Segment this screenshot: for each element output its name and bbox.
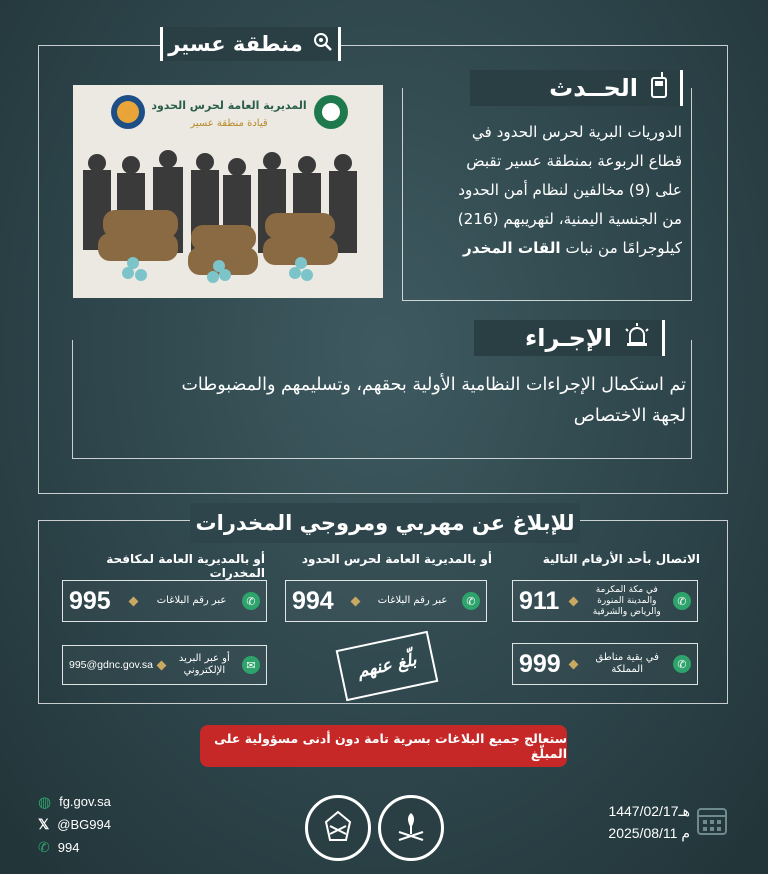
website-row[interactable] <box>38 790 198 813</box>
phone-icon: ✆ <box>242 592 260 610</box>
email-box[interactable] <box>62 645 267 685</box>
diamond-icon <box>568 596 578 606</box>
notice-text: ستعالج جميع البلاغات بسرية تامة دون أدنى مسؤولية على المبلّغ <box>214 731 567 761</box>
photo-banner-subtitle: قيادة منطقة عسير <box>190 118 268 129</box>
col-right-heading: الاتصال بأحد الأرقام التالية <box>542 552 700 566</box>
hijri-date: 1447/02/17هـ <box>608 803 690 819</box>
event-line: كيلوجرامًا من نبات <box>565 239 682 257</box>
border-guard-seal <box>305 795 371 861</box>
gregorian-date: 2025/08/11 م <box>608 825 690 841</box>
phone-994-number: 994 <box>292 586 334 615</box>
event-line-last <box>410 234 682 263</box>
event-bold-text: القات المخدر <box>462 239 561 257</box>
report-stamp-text: بلّغ عنهم <box>355 650 419 682</box>
date-block <box>565 800 690 844</box>
region-title-text: منطقة عسير <box>168 32 303 56</box>
phone-994-desc: عبر رقم البلاغات <box>377 595 448 606</box>
action-line: لجهة الاختصاص <box>573 406 686 426</box>
phone-995-desc: عبر رقم البلاغات <box>156 595 227 606</box>
phone-text[interactable]: 994 <box>57 840 80 855</box>
report-title-text: للإبلاغ عن مهربي ومروجي المخدرات <box>195 511 575 535</box>
region-title <box>160 27 341 61</box>
phone-995-number: 995 <box>69 586 111 615</box>
event-line: قطاع الربوعة بمنطقة عسير تقبض <box>466 152 682 170</box>
action-title: الإجـراء <box>524 324 612 352</box>
phone-icon: ✆ <box>38 839 50 855</box>
phone-icon: ✆ <box>462 592 480 610</box>
action-body <box>80 370 686 432</box>
event-line: من الجنسية اليمنية، لتهريبهم (216) <box>457 210 682 228</box>
diamond-icon <box>156 660 166 670</box>
phone-911-number: 911 <box>519 586 560 615</box>
x-icon: 𝕏 <box>38 816 50 832</box>
event-title: الحــدث <box>549 74 638 102</box>
phone-row[interactable] <box>38 836 198 859</box>
col-mid-heading: أو بالمديرية العامة لحرس الحدود <box>301 552 492 566</box>
footer-contacts <box>38 790 198 859</box>
report-title <box>190 503 580 543</box>
saudi-emblem-seal <box>378 795 444 861</box>
event-line: الدوريات البرية لحرس الحدود في <box>471 123 682 141</box>
phone-999-number: 999 <box>519 649 561 678</box>
phone-icon: ✆ <box>673 592 691 610</box>
search-location-icon <box>313 32 333 57</box>
diamond-icon <box>569 659 579 669</box>
phone-995-box[interactable] <box>62 580 267 622</box>
col-left-heading: أو بالمديرية العامة لمكافحة المخدرات <box>106 552 265 580</box>
globe-icon: ◍ <box>38 793 52 811</box>
email-desc: أو عبر البريد الإلكتروني <box>178 653 230 676</box>
twitter-text[interactable]: @BG994 <box>57 817 111 832</box>
diamond-icon <box>129 596 139 606</box>
diamond-icon <box>351 596 361 606</box>
phone-911-desc: في مكة المكرمة والمدينة المنورة والرياض والشرقية <box>592 584 661 617</box>
phone-994-box[interactable] <box>285 580 487 622</box>
seizure-photo <box>73 85 383 298</box>
calendar-icon <box>695 803 729 837</box>
website-text[interactable]: fg.gov.sa <box>59 794 111 809</box>
event-line: على (9) مخالفين لنظام أمن الحدود <box>458 181 682 199</box>
confidentiality-notice <box>200 725 567 767</box>
action-line: تم استكمال الإجراءات النظامية الأولية بحقهم، وتسليمهم والمضبوطات <box>181 375 686 395</box>
phone-icon: ✆ <box>673 655 691 673</box>
event-body <box>410 118 682 294</box>
email-address[interactable]: 995@gdnc.gov.sa <box>69 659 154 671</box>
phone-911-box[interactable] <box>512 580 698 622</box>
twitter-row[interactable] <box>38 813 198 836</box>
photo-banner-title: المديرية العامة لحرس الحدود <box>151 99 307 112</box>
phone-999-box[interactable] <box>512 643 698 685</box>
mail-icon: ✉ <box>242 656 260 674</box>
phone-999-desc: في بقية مناطق المملكة <box>595 652 659 675</box>
